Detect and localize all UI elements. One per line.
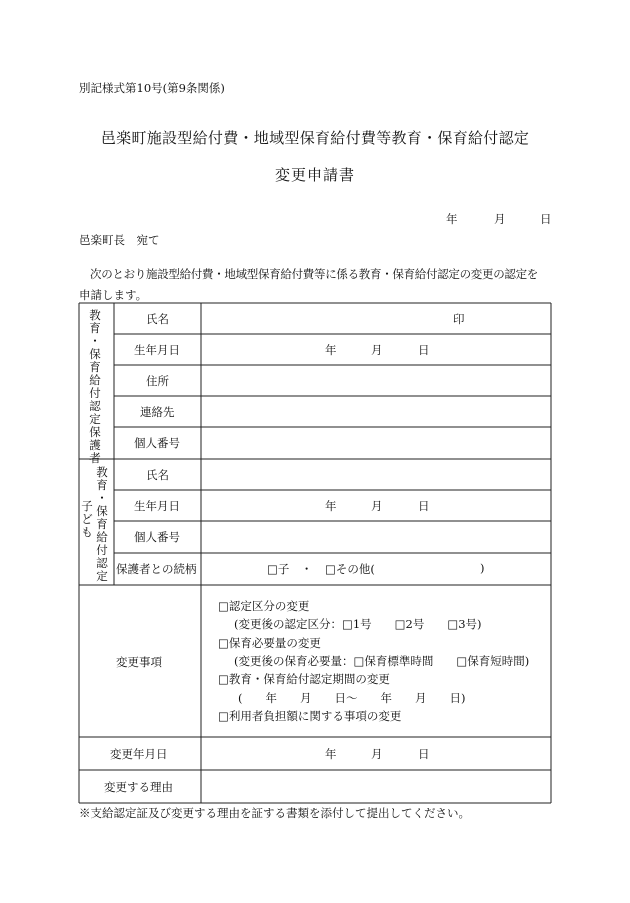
change-reason-label: 変更する理由 <box>104 780 173 794</box>
relation-other-checkbox[interactable]: □その他( <box>325 562 375 576</box>
guardian-id-label: 個人番号 <box>134 436 180 450</box>
guardian-section-label: 教 育 ・ 保 育 給 付 認 定 保 護 者 <box>89 308 101 465</box>
guardian-contact-label: 連絡先 <box>140 405 175 419</box>
guardian-address-label: 住所 <box>146 374 169 388</box>
change-amount-options[interactable]: (変更後の保育必要量：□保育標準時間 □保育短時間) <box>234 654 530 668</box>
child-section-sublabel: 教 育 ・ 保 育 給 付 認 定 <box>96 465 108 583</box>
change-amount-checkbox[interactable]: □保育必要量の変更 <box>218 636 321 650</box>
child-section-label: 子 ど も <box>81 499 93 539</box>
change-date-day: 日 <box>418 747 430 761</box>
header-date-year: 年 <box>446 212 458 226</box>
child-dob-day: 日 <box>418 499 430 513</box>
child-dob-label: 生年月日 <box>134 499 180 513</box>
change-date-label: 変更年月日 <box>110 747 168 761</box>
change-reason-field[interactable] <box>202 771 550 802</box>
relation-other-close: ) <box>480 561 485 575</box>
change-date-month: 月 <box>371 747 383 761</box>
child-id-label: 個人番号 <box>134 530 180 544</box>
child-dob-year: 年 <box>325 499 337 513</box>
header-date-month: 月 <box>494 212 506 226</box>
seal-mark: 印 <box>453 312 465 326</box>
change-items-label: 変更事項 <box>116 655 162 669</box>
child-relation-label: 保護者との続柄 <box>116 562 197 576</box>
child-dob-month: 月 <box>371 499 383 513</box>
addressee: 邑楽町長 宛て <box>79 233 160 247</box>
footnote: ※支給認定証及び変更する理由を証する書類を添付して提出してください。 <box>79 806 470 820</box>
relation-child-checkbox[interactable]: □子 ・ <box>267 562 313 576</box>
guardian-dob-day: 日 <box>418 343 430 357</box>
change-category-options[interactable]: (変更後の認定区分：□1号 □2号 □3号) <box>234 617 482 631</box>
guardian-dob-year: 年 <box>325 343 337 357</box>
intro-text-line2: 申請します。 <box>79 288 148 302</box>
intro-text-line1: 次のとおり施設型給付費・地域型保育給付費等に係る教育・保育給付認定の変更の認定を <box>90 267 538 281</box>
change-fee-checkbox[interactable]: □利用者負担額に関する事項の変更 <box>218 709 402 723</box>
form-number: 別記様式第10号(第9条関係) <box>79 81 225 95</box>
header-date-day: 日 <box>540 212 552 226</box>
change-period-checkbox[interactable]: □教育・保育給付認定期間の変更 <box>218 672 390 686</box>
guardian-dob-label: 生年月日 <box>134 343 180 357</box>
page-subtitle: 変更申請書 <box>274 166 355 184</box>
change-date-year: 年 <box>325 747 337 761</box>
guardian-name-field[interactable] <box>200 303 551 334</box>
change-period-dates: ( 年 月 日～ 年 月 日) <box>238 691 466 705</box>
page-title: 邑楽町施設型給付費・地域型保育給付費等教育・保育給付認定 <box>100 129 530 147</box>
guardian-name-label: 氏名 <box>146 312 169 326</box>
child-name-label: 氏名 <box>146 468 169 482</box>
change-category-checkbox[interactable]: □認定区分の変更 <box>218 599 310 613</box>
guardian-dob-month: 月 <box>371 343 383 357</box>
